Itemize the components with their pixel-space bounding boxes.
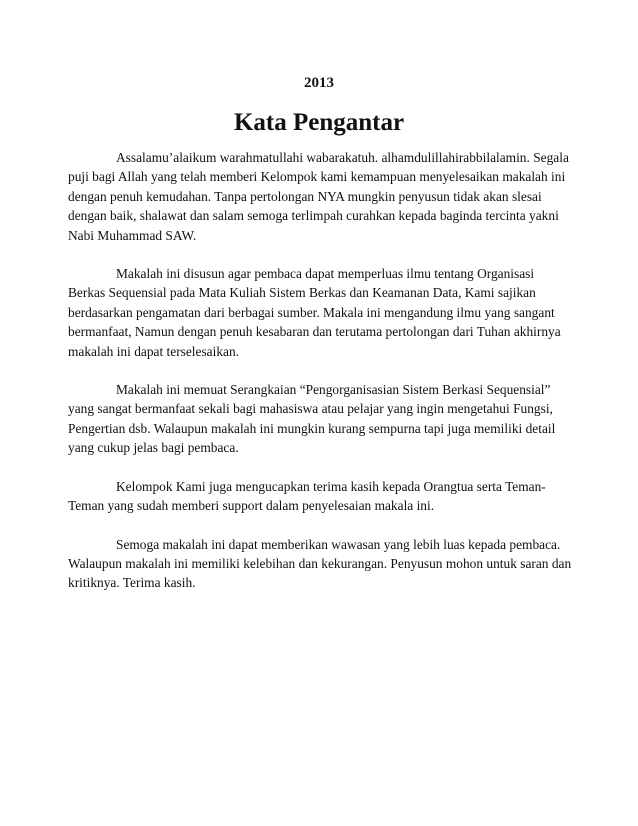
document-body [68,148,572,612]
document-year: 2013 [304,75,334,91]
paragraph-greeting: Assalamu’alaikum warahmatullahi wabarakatuh. alhamdulillahirabbilalamin. Segala puji bagi Allah yang telah memberi Kelompok kami kemampuan menyelesaikan makalah ini dengan penuh kemudahan. Tanpa pertolongan NYA mungkin penyusun tidak akan slesai dengan baik, shalawat dan salam semoga terlimpah curahkan kepada baginda tercinta yakni Nabi Muhammad SAW. [68,150,569,243]
paragraph-purpose: Makalah ini disusun agar pembaca dapat memperluas ilmu tentang Organisasi Berkas Sequensial pada Mata Kuliah Sistem Berkas dan Keamanan Data, Kami sajikan berdasarkan pengamatan dari berbagai sumber. Makala ini mengandung ilmu yang sangant bermanfaat, Namun dengan penuh kesabaran dan terutama pertolongan dari Tuhan akhirnya makalah ini dapat terselesaikan. [68,266,561,359]
paragraph-thanks: Kelompok Kami juga mengucapkan terima kasih kepada Orangtua serta Teman-Teman yang sudah memberi support dalam penyelesaian makala ini. [68,478,546,514]
paragraph-content: Makalah ini memuat Serangkaian “Pengorganisasian Sistem Berkasi Sequensial” yang sangat bermanfaat sekali bagi mahasiswa atau pelajar yang ingin mengetahui Fungsi, Pengertian dsb. Walaupun makalah ini mungkin kurang sempurna tapi juga memiliki detail yang cukup jelas bagi pembaca. [68,382,556,456]
page-title: Kata Pengantar [233,109,405,136]
paragraph-closing: Semoga makalah ini dapat memberikan wawasan yang lebih luas kepada pembaca. Walaupun makalah ini memiliki kelebihan dan kekurangan. Penyusun mohon untuk saran dan kritiknya. Terima kasih. [68,536,572,591]
